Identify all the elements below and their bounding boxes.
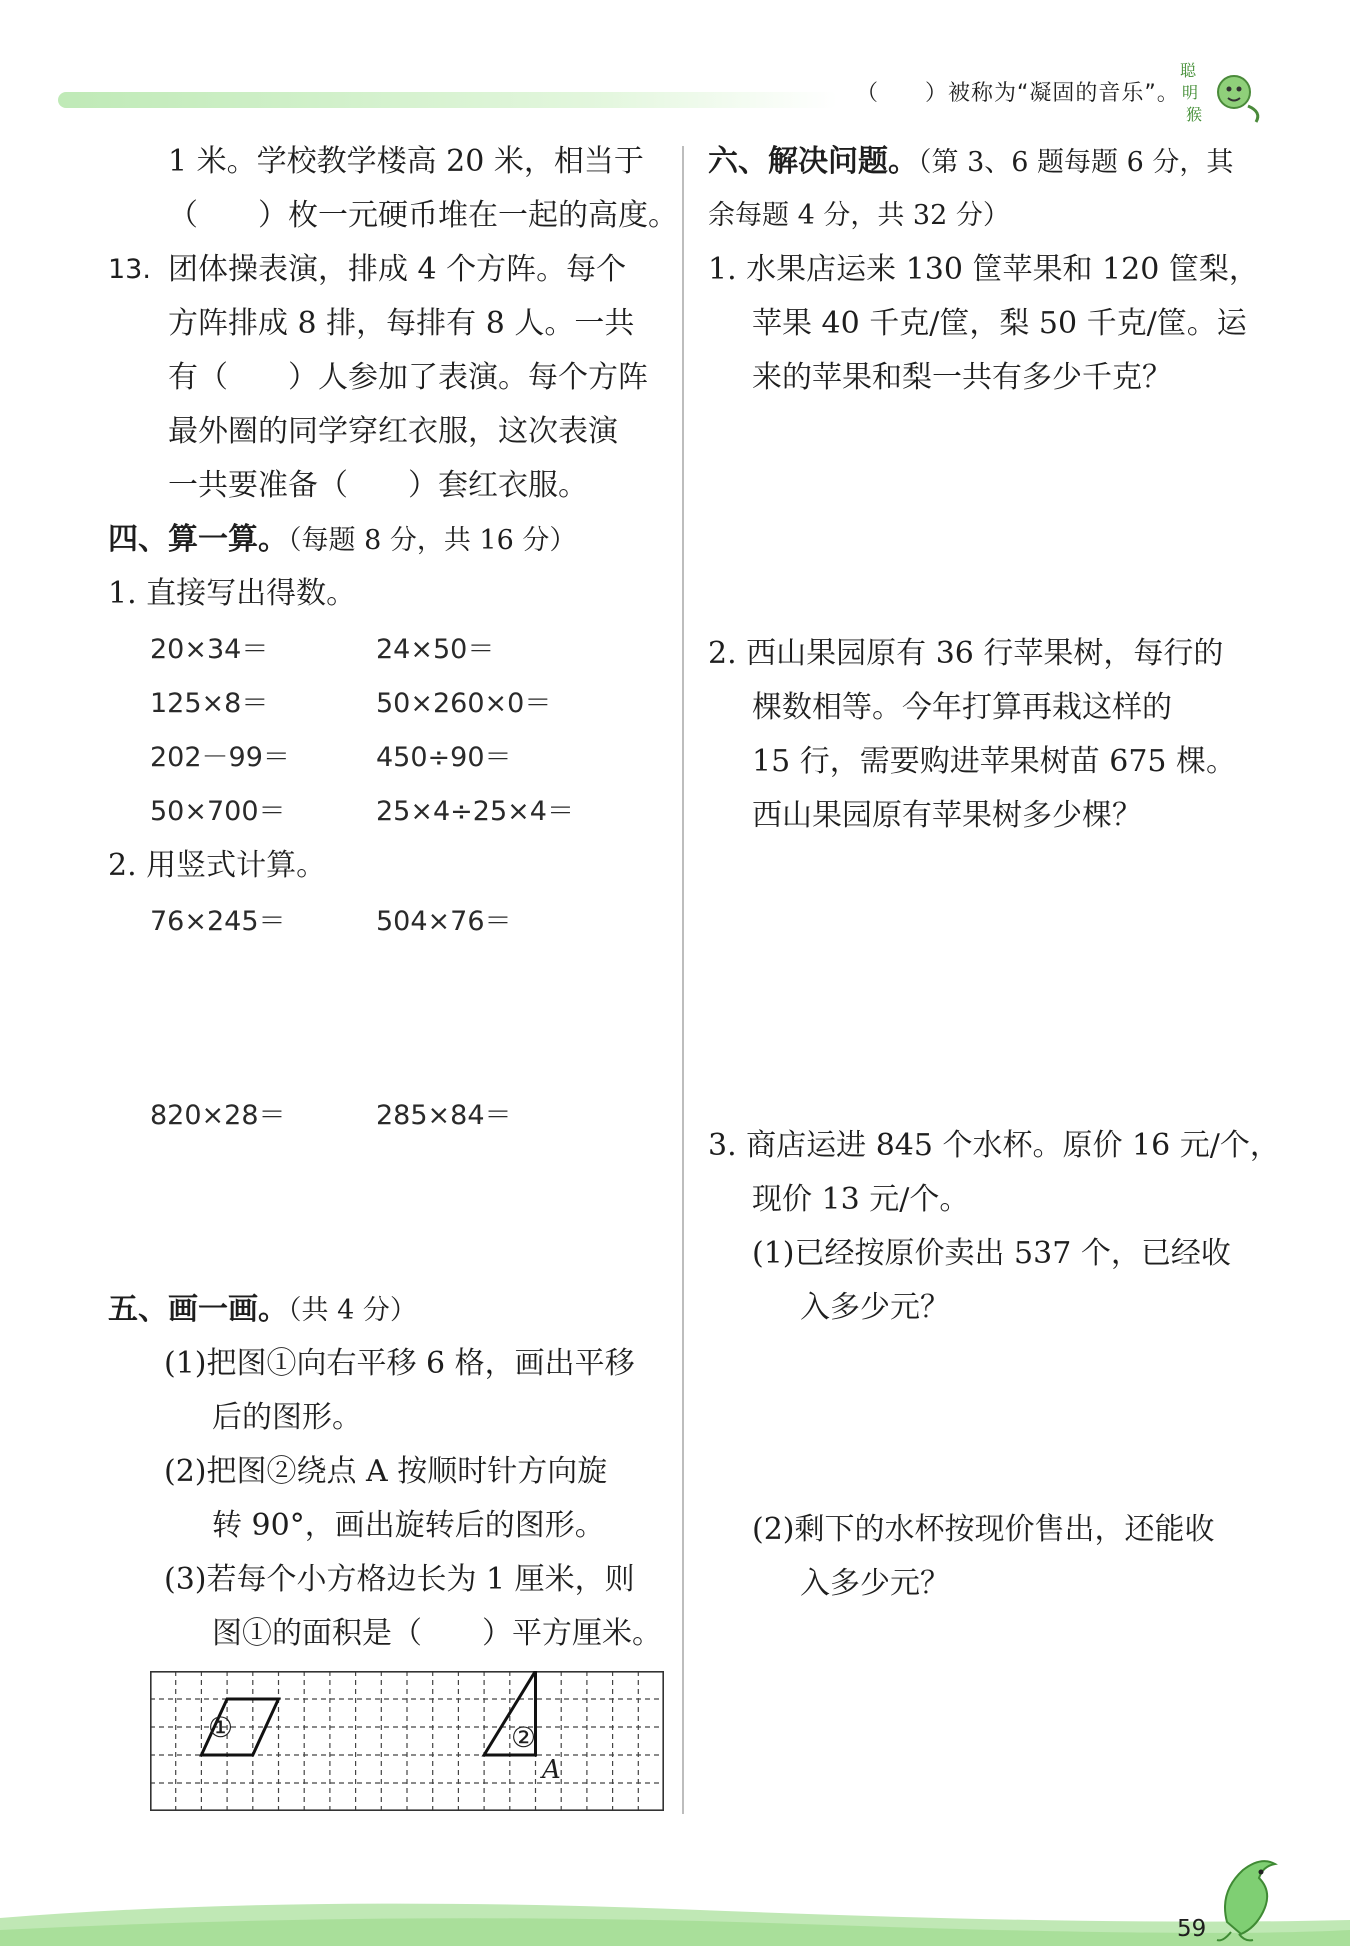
problem-1-line-1: 1. 水果店运来 130 筐苹果和 120 筐梨， — [708, 252, 1259, 287]
section-6-score-line-2: 余每题 4 分，共 32 分） — [708, 200, 1010, 231]
oral-calc-item: 20×34＝ — [150, 634, 269, 665]
problem-2-line-4: 西山果园原有苹果树多少棵？ — [752, 798, 1142, 833]
oral-calc-item: 25×4÷25×4＝ — [376, 796, 574, 827]
section-5-part-3-line-2: 图①的面积是（ ）平方厘米。 — [212, 1616, 662, 1651]
q13-line-3: 有（ ）人参加了表演。每个方阵 — [168, 360, 648, 395]
drawing-grid[interactable] — [150, 1671, 664, 1811]
section-5-title: 五、画一画。 — [108, 1292, 288, 1327]
section-5-score: （共 4 分） — [288, 1295, 417, 1326]
page-number: 59 — [1177, 1916, 1207, 1942]
section-5-heading — [108, 1290, 417, 1331]
q13-line-5: 一共要准备（ ）套红衣服。 — [168, 468, 588, 503]
header-hint: （ ）被称为“凝固的音乐”。 — [856, 81, 1180, 106]
section-4-title: 四、算一算。 — [108, 522, 288, 557]
section-6-score-line-1: （第 3、6 题每题 6 分，其 — [918, 147, 1234, 178]
figure-1-label: ① — [208, 1711, 234, 1744]
section-6-heading — [708, 142, 1233, 183]
q13-line-1: 团体操表演，排成 4 个方阵。每个 — [168, 252, 627, 287]
q13-line-2: 方阵排成 8 排，每排有 8 人。一共 — [168, 306, 635, 341]
oral-calc-item: 125×8＝ — [150, 688, 269, 719]
problem-3-line-2: 现价 13 元/个。 — [752, 1182, 970, 1217]
problem-3-part-1-line-1: (1)已经按原价卖出 537 个，已经收 — [752, 1236, 1231, 1271]
point-a-label: A — [542, 1755, 561, 1785]
problem-3-part-1-line-2: 入多少元？ — [800, 1290, 950, 1325]
problem-2-line-1: 2. 西山果园原有 36 行苹果树，每行的 — [708, 636, 1224, 671]
vertical-calc-item: 285×84＝ — [376, 1100, 512, 1131]
vertical-calc-item: 76×245＝ — [150, 906, 286, 937]
problem-2-line-3: 15 行，需要购进苹果树苗 675 棵。 — [752, 744, 1237, 779]
section-4-score: （每题 8 分，共 16 分） — [288, 525, 577, 556]
problem-2-line-2: 棵数相等。今年打算再栽这样的 — [752, 690, 1172, 725]
section-5-part-1-line-1: (1)把图①向右平移 6 格，画出平移 — [164, 1346, 635, 1381]
q12-continuation-line-1: 1 米。学校教学楼高 20 米，相当于 — [168, 144, 644, 179]
q13-number: 13. — [108, 254, 151, 285]
problem-3-part-2-line-1: (2)剩下的水杯按现价售出，还能收 — [752, 1512, 1215, 1547]
section-5-part-3-line-1: (3)若每个小方格边长为 1 厘米，则 — [164, 1562, 635, 1597]
problem-1-line-3: 来的苹果和梨一共有多少千克？ — [752, 360, 1172, 395]
svg-text:猴: 猴 — [1186, 105, 1203, 124]
footer-decor-band — [0, 1890, 1350, 1946]
oral-calc-item: 450÷90＝ — [376, 742, 512, 773]
section-5-part-1-line-2: 后的图形。 — [212, 1400, 362, 1435]
problem-1-line-2: 苹果 40 千克/筐，梨 50 千克/筐。运 — [752, 306, 1247, 341]
oral-calc-item: 50×260×0＝ — [376, 688, 552, 719]
problem-3-part-2-line-2: 入多少元？ — [800, 1566, 950, 1601]
figure-2-label: ② — [511, 1721, 537, 1754]
svg-text:聪: 聪 — [1180, 61, 1197, 80]
column-divider — [682, 146, 684, 1814]
oral-calc-item: 24×50＝ — [376, 634, 495, 665]
section-6-title: 六、解决问题。 — [708, 144, 918, 179]
dolphin-icon — [1213, 1852, 1285, 1944]
oral-calc-item: 202－99＝ — [150, 742, 290, 773]
monkey-mascot-icon — [1178, 56, 1264, 126]
vertical-calc-item: 820×28＝ — [150, 1100, 286, 1131]
q13-line-4: 最外圈的同学穿红衣服，这次表演 — [168, 414, 618, 449]
section-5-part-2-line-2: 转 90°，画出旋转后的图形。 — [212, 1508, 605, 1543]
oral-calc-item: 50×700＝ — [150, 796, 286, 827]
header-decor-band — [58, 92, 838, 108]
q12-continuation-line-2: （ ）枚一元硬币堆在一起的高度。 — [168, 198, 678, 233]
vertical-calc-item: 504×76＝ — [376, 906, 512, 937]
section-4-q1: 1. 直接写出得数。 — [108, 576, 357, 611]
section-5-part-2-line-1: (2)把图②绕点 A 按顺时针方向旋 — [164, 1454, 608, 1489]
section-4-heading — [108, 520, 576, 561]
section-4-q2: 2. 用竖式计算。 — [108, 848, 327, 883]
svg-text:明: 明 — [1182, 83, 1199, 102]
problem-3-line-1: 3. 商店运进 845 个水杯。原价 16 元/个， — [708, 1128, 1280, 1163]
